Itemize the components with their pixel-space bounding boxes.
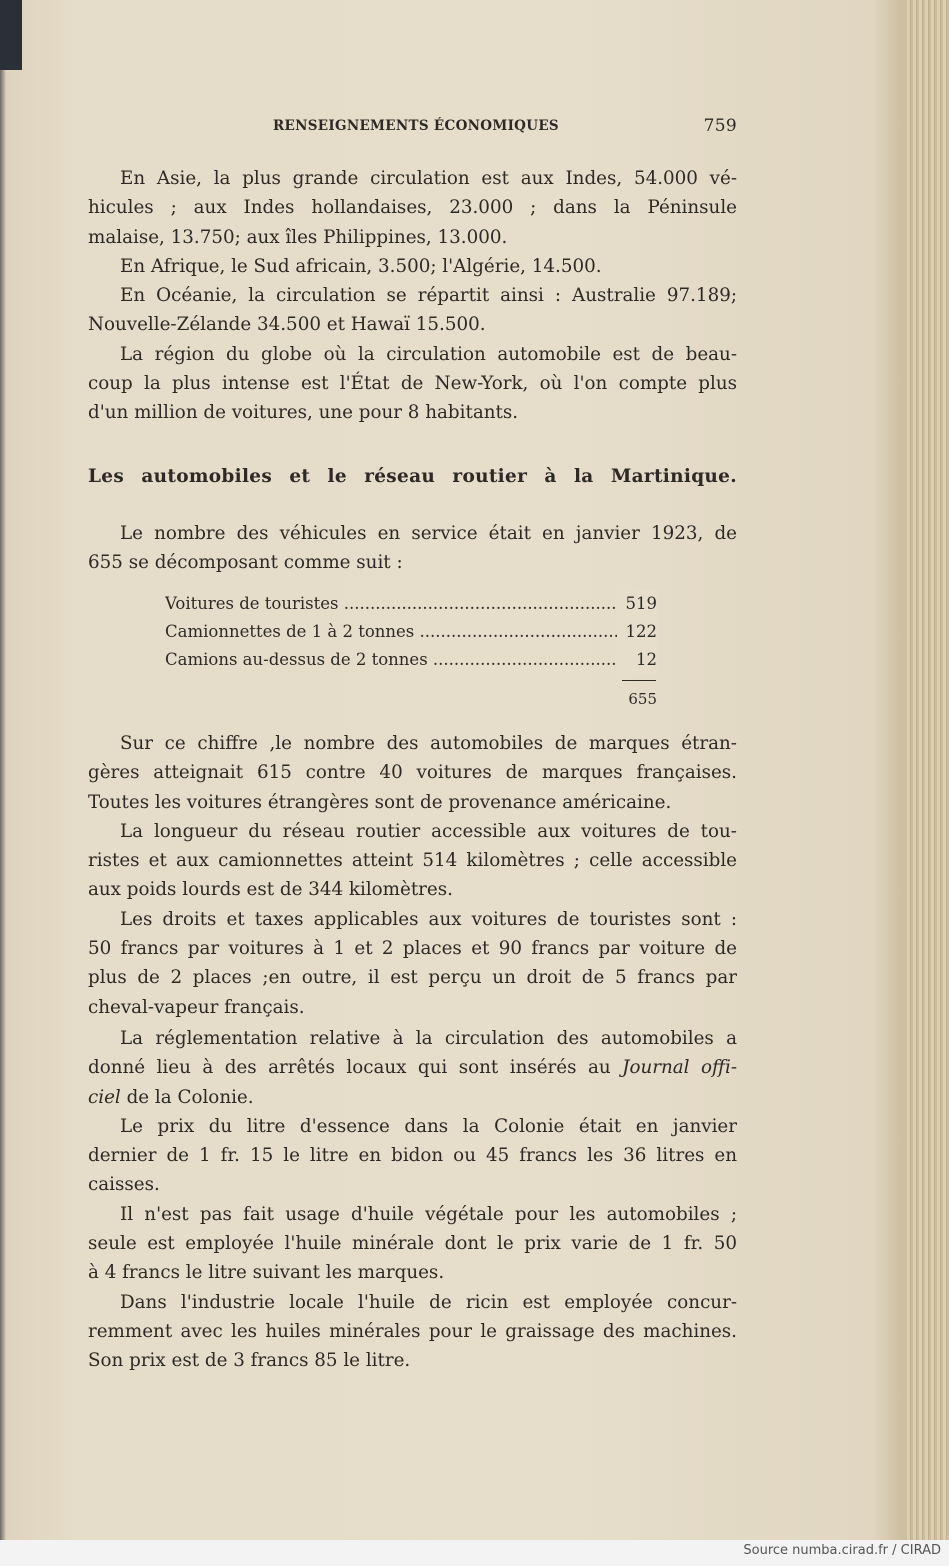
text-line: d'un million de voitures, une pour 8 habitants.: [88, 402, 519, 424]
source-credit: Source numba.cirad.fr / CIRAD: [743, 1543, 941, 1558]
journal-title: Journal offi-: [622, 1057, 737, 1079]
text-line: Toutes les voitures étrangères sont de provenance américaine.: [88, 791, 672, 813]
text-line: [88, 1053, 737, 1082]
row-value: 12: [617, 646, 657, 674]
text-line: à 4 francs le litre suivant les marques.: [88, 1262, 445, 1284]
text-line: seule est employée l'huile minérale dont le prix varie de 1 fr. 50: [88, 1233, 737, 1255]
text-line: Sur ce chiffre ,le nombre des automobiles de marques étran-: [120, 733, 737, 754]
row-label: Camions au-dessus de 2 tonnes .....: [165, 646, 617, 674]
table-row: [165, 646, 657, 674]
paragraphs-regulation-fuel: [88, 1024, 737, 1376]
text-line: En Asie, la plus grande circulation est aux Indes, 54.000 vé-: [120, 168, 737, 189]
text-line: 50 francs par voitures à 1 et 2 places et 90 francs par voiture de: [88, 938, 737, 960]
row-value: 519: [617, 590, 657, 618]
text-line: dernier de 1 fr. 15 le litre en bidon ou 45 francs les 36 litres en: [88, 1145, 737, 1167]
text-span: donné lieu à des arrêtés locaux qui sont insérés au: [88, 1057, 623, 1079]
running-title: RENSEIGNEMENTS ÉCONOMIQUES: [273, 118, 559, 134]
text-line: gères atteignait 615 contre 40 voitures de marques françaises.: [88, 762, 737, 784]
section-heading: Les automobiles et le réseau routier à la Martinique.: [88, 466, 737, 487]
text-line: coup la plus intense est l'État de New-York, où l'on compte plus: [88, 373, 737, 395]
text-line: En Afrique, le Sud africain, 3.500; l'Algérie, 14.500.: [120, 255, 602, 277]
book-spine-shadow: [0, 0, 22, 70]
journal-title: ciel: [88, 1086, 121, 1108]
paragraphs-brands-roads: [88, 729, 737, 1022]
sum-rule: [622, 680, 656, 681]
text-line: Le nombre des véhicules en service était en janvier 1923, de: [120, 523, 737, 544]
row-value: 122: [617, 618, 657, 646]
text-line: aux poids lourds est de 344 kilomètres.: [88, 879, 453, 901]
text-line: La longueur du réseau routier accessible aux voitures de tou-: [120, 820, 737, 842]
text-line: Les droits et taxes applicables aux voitures de touristes sont :: [120, 908, 737, 930]
table-row: [165, 618, 657, 646]
text-span: de la Colonie.: [120, 1086, 254, 1108]
book-gutter: [0, 70, 6, 1540]
page-edges: [905, 0, 949, 1540]
text-line: La réglementation relative à la circulation des automobiles a: [120, 1028, 737, 1049]
text-line: hicules ; aux Indes hollandaises, 23.000 ; dans la Péninsule: [88, 197, 737, 219]
row-label: Voitures de touristes .....: [165, 590, 617, 618]
text-line: caisses.: [88, 1174, 160, 1196]
text-line: 655 se décomposant comme suit :: [88, 552, 403, 574]
text-line: plus de 2 places ;en outre, il est perçu un droit de 5 francs par: [88, 967, 737, 989]
vehicle-table: [165, 590, 657, 674]
text-line: ristes et aux camionnettes atteint 514 kilomètres ; celle accessible: [88, 850, 737, 872]
text-line: [88, 1083, 737, 1112]
text-line: Il n'est pas fait usage d'huile végétale pour les automobiles ;: [120, 1203, 737, 1225]
paragraph-vehicles: [88, 519, 737, 578]
text-line: En Océanie, la circulation se répartit ainsi : Australie 97.189;: [120, 285, 737, 307]
text-line: La région du globe où la circulation automobile est de beau-: [120, 343, 737, 365]
text-line: Son prix est de 3 francs 85 le litre.: [88, 1350, 411, 1372]
text-line: cheval-vapeur français.: [88, 996, 305, 1018]
row-label: Camionnettes de 1 à 2 tonnes .....: [165, 618, 617, 646]
table-total: 655: [628, 690, 657, 708]
page-number: 759: [703, 116, 737, 136]
text-line: Nouvelle-Zélande 34.500 et Hawaï 15.500.: [88, 314, 486, 336]
table-row: [165, 590, 657, 618]
text-line: Le prix du litre d'essence dans la Colonie était en janvier: [120, 1115, 737, 1137]
paragraphs-circulation: [88, 164, 737, 428]
text-line: malaise, 13.750; aux îles Philippines, 13.000.: [88, 226, 508, 248]
text-line: Dans l'industrie locale l'huile de ricin est employée concur-: [120, 1291, 737, 1313]
text-line: remment avec les huiles minérales pour le graissage des machines.: [88, 1320, 737, 1342]
